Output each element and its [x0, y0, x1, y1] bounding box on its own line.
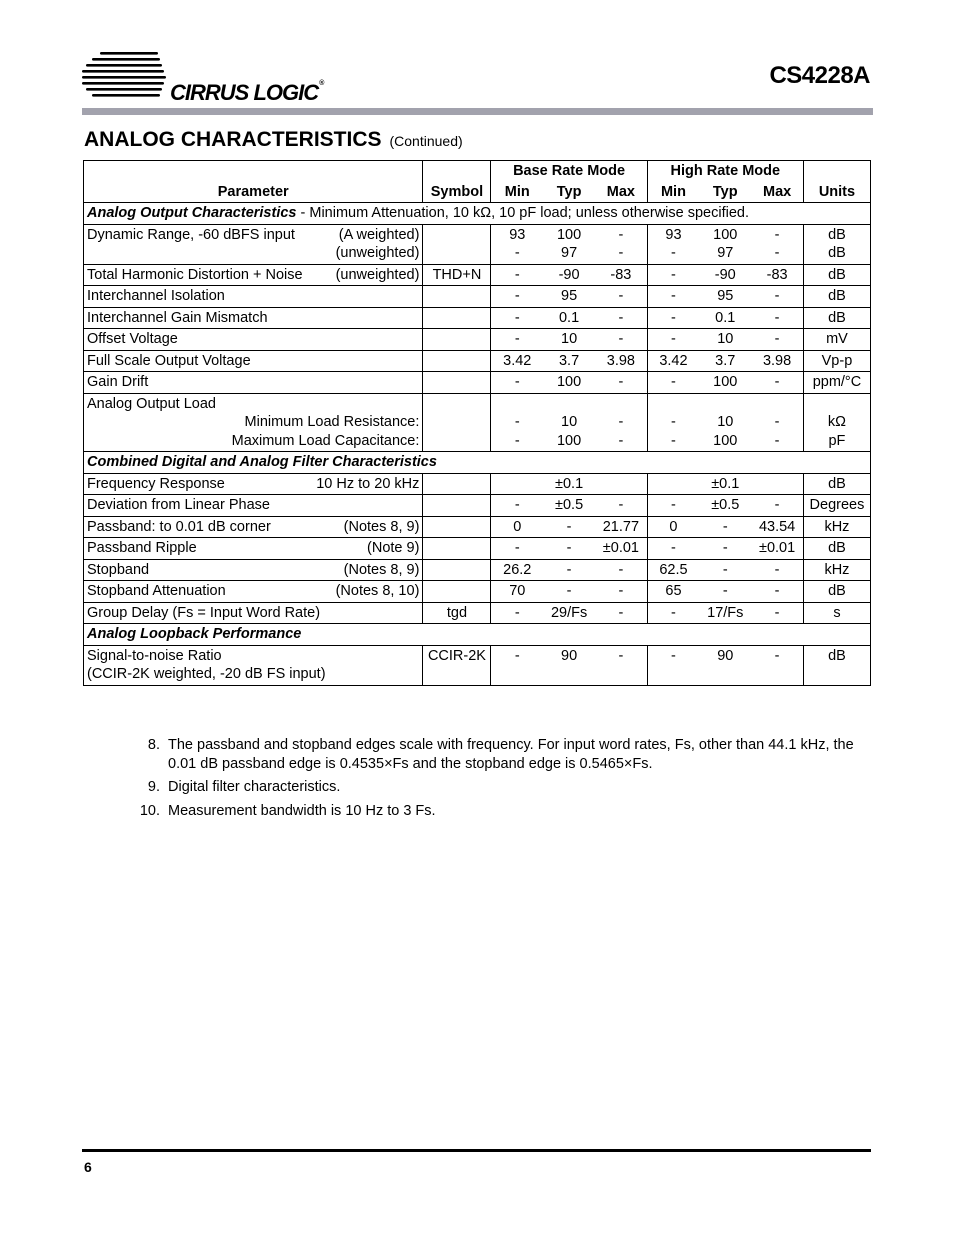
table-row: Total Harmonic Distortion + Noise (unweighted) THD+N - -90 -83 - -90 -83 dB: [84, 264, 871, 286]
table-header-row: [84, 161, 871, 182]
footnote: 9. Digital filter characteristics.: [147, 779, 341, 795]
table-row: Full Scale Output Voltage 3.42 3.7 3.98 3.42 3.7 3.98 Vp-p: [84, 350, 871, 372]
header-high-typ: Typ: [699, 182, 751, 203]
table-row: Interchannel Isolation - 95 - - 95 - dB: [84, 286, 871, 308]
table-row: Signal-to-noise Ratio (CCIR-2K weighted, -20 dB FS input) CCIR-2K - 90 - - 90 - dB: [84, 645, 871, 685]
table-row: Frequency Response 10 Hz to 20 kHz ±0.1 ±0.1 dB: [84, 473, 871, 495]
logo-wordmark: CIRRUS LOGIC®: [170, 80, 324, 105]
table-row: Stopband (Notes 8, 9) 26.2 - - 62.5 - - kHz: [84, 559, 871, 581]
table-row: Dynamic Range, -60 dBFS input (A weighted) (unweighted) 93 - 100 97 - - 93 - 100 97 - - dB dB: [84, 224, 871, 264]
section-heading: Combined Digital and Analog Filter Characteristics: [84, 452, 871, 474]
header-units: Units: [803, 182, 870, 203]
section-condition: - Minimum Attenuation, 10 kΩ, 10 pF load; unless otherwise specified.: [296, 205, 749, 221]
header-base-typ: Typ: [543, 182, 595, 203]
table-section-row: [84, 452, 871, 474]
table-row: Passband: to 0.01 dB corner (Notes 8, 9) 0 - 21.77 0 - 43.54 kHz: [84, 516, 871, 538]
header-symbol: Symbol: [423, 182, 491, 203]
table-row: Passband Ripple (Note 9) - - ±0.01 - - ±0.01 dB: [84, 538, 871, 560]
section-heading: Analog Loopback Performance: [84, 624, 871, 646]
table-row: Gain Drift - 100 - - 100 - ppm/°C: [84, 372, 871, 394]
table-row: Group Delay (Fs = Input Word Rate) tgd - 29/Fs - - 17/Fs - s: [84, 602, 871, 624]
table-row: Analog Output Load Minimum Load Resistance: Maximum Load Capacitance: - - 10 100 - - - - 10 100 - - kΩ pF: [84, 393, 871, 452]
footnotes: [130, 736, 875, 825]
footnote: 8. The passband and stopband edges scale with frequency. For input word rates, Fs, other than 44.1 kHz, the 0.01 dB passband edge is 0.4535×Fs and the stopband edge is 0.5465×Fs.: [147, 737, 854, 772]
header-high-rate: High Rate Mode: [647, 161, 803, 182]
header-base-min: Min: [491, 182, 543, 203]
header-high-min: Min: [647, 182, 699, 203]
document-id: CS4228A: [769, 62, 870, 89]
header-high-max: Max: [751, 182, 803, 203]
page-number: 6: [84, 1159, 92, 1175]
section-title: [84, 128, 463, 152]
header-base-max: Max: [595, 182, 647, 203]
cirrus-logo-mark-icon: [82, 50, 172, 106]
table-row: Deviation from Linear Phase - ±0.5 - - ±0.5 - Degrees: [84, 495, 871, 517]
footer-rule: [82, 1149, 871, 1152]
section-heading: Analog Output Characteristics: [87, 205, 297, 221]
table-section-row: [84, 624, 871, 646]
table-row: Offset Voltage - 10 - - 10 - mV: [84, 329, 871, 351]
table-header-row: [84, 182, 871, 203]
header-base-rate: Base Rate Mode: [491, 161, 647, 182]
footnote: 10. Measurement bandwidth is 10 Hz to 3 Fs.: [139, 802, 436, 819]
table-section-row: [84, 203, 871, 225]
analog-characteristics-table: [83, 160, 871, 686]
table-row: Stopband Attenuation (Notes 8, 10) 70 - - 65 - - dB: [84, 581, 871, 603]
header-parameter: Parameter: [84, 182, 423, 203]
header-rule: [82, 108, 873, 115]
section-title-main: ANALOG CHARACTERISTICS: [84, 128, 382, 151]
cirrus-logic-logo: [82, 50, 342, 106]
table-row: Interchannel Gain Mismatch - 0.1 - - 0.1 - dB: [84, 307, 871, 329]
section-title-sub: (Continued): [389, 133, 463, 149]
